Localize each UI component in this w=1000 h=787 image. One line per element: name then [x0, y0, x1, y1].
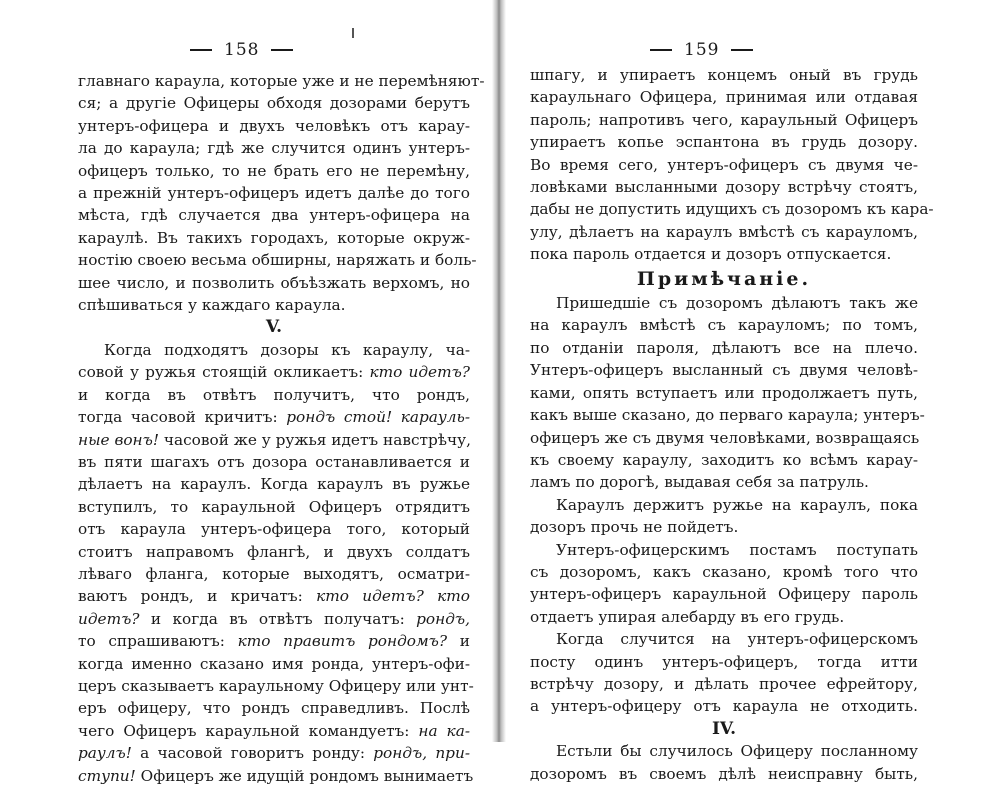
page-number-right — [650, 40, 753, 60]
text-run: совой у ружья стоящій окликаетъ: — [78, 363, 364, 382]
text-line: дабы не допустить идущихъ съ дозоромъ къ кара- — [530, 200, 934, 219]
text-line: отдаетъ упирая алебарду въ его грудь. — [530, 607, 845, 626]
text-line: пока пароль отдается и дозоръ отпускается. — [530, 245, 892, 264]
text-line — [78, 630, 470, 652]
text-line: посту одинъ унтеръ-офицеръ, тогда итти — [530, 652, 918, 671]
text-run: Офицеръ же идущій рондомъ вынимаетъ — [140, 766, 474, 785]
text-line: Караулъ держитъ ружье на караулъ, пока — [556, 495, 918, 514]
text-line: унтеръ-офицеръ караульной Офицеру пароль — [530, 585, 918, 604]
text-line: шее число, и позволить объѣзжать верхомъ, но — [78, 273, 470, 292]
text-run: и когда въ отвѣтъ получатъ: — [150, 609, 405, 628]
text-run: ваютъ рондъ, и кричатъ: — [78, 587, 303, 606]
text-run: то спрашиваютъ: — [78, 632, 225, 651]
folio-dash — [731, 49, 753, 51]
text-line: Когда случится на унтеръ-офицерскомъ — [556, 630, 918, 649]
text-line: Унтеръ-офицеръ высланный съ двумя человѣ- — [530, 361, 918, 380]
text-line — [78, 361, 470, 383]
text-line — [78, 608, 470, 630]
text-line: спѣшиваться у каждаго караула. — [78, 296, 346, 315]
text-line: ламъ по дорогѣ, выдавая себя за патруль. — [530, 473, 869, 492]
italic-run: кто правитъ рондомъ? — [237, 632, 448, 651]
folio-dash — [271, 49, 293, 51]
text-line: по отданіи пароля, дѣлаютъ все на плечо. — [530, 338, 918, 357]
text-line: ностію своею весьма обширны, наряжать и боль- — [78, 251, 477, 270]
text-line: и когда въ отвѣтъ получитъ, что рондъ, — [78, 385, 470, 404]
left-page-text — [78, 70, 485, 787]
italic-run: раулъ! — [78, 744, 132, 763]
text-line — [78, 765, 474, 787]
text-line: шпагу, и упираетъ концемъ оный въ грудь — [530, 66, 918, 84]
italic-run: на ка- — [418, 721, 470, 740]
text-line: еръ офицеру, что рондъ справедливъ. Послѣ — [78, 699, 470, 718]
folio-dash — [650, 49, 672, 51]
text-line: встрѣчу дозору, и дѣлать прочее ефрейтору, — [530, 674, 918, 693]
text-line: въ пяти шагахъ отъ дозора останавливается и — [78, 452, 470, 471]
right-page — [530, 0, 934, 783]
text-run: а часовой говоритъ ронду: — [140, 744, 365, 763]
text-line: церъ сказываетъ караульному Офицеру или унт- — [78, 676, 474, 695]
text-line: съ дозоромъ, какъ сказано, кромѣ того что — [530, 562, 918, 581]
text-line: караулѣ. Въ такихъ городахъ, которые окруж- — [78, 228, 470, 247]
text-line: а унтеръ-офицеру отъ караула не отходить. — [530, 697, 918, 716]
folio-dash — [190, 49, 212, 51]
book-gutter — [492, 0, 506, 742]
text-line: Унтеръ-офицерскимъ постамъ поступать — [556, 540, 918, 559]
text-line: главнаго караула, которые уже и не перемѣняют- — [78, 72, 485, 90]
text-line: Пришедшіе съ дозоромъ дѣлаютъ такъ же — [556, 294, 918, 313]
text-line: на караулъ вмѣстѣ съ карауломъ; по томъ, — [530, 316, 918, 335]
text-run: тогда часовой кричитъ: — [78, 408, 278, 427]
section-number: IV. — [711, 718, 737, 739]
text-line: офицеръ только, то не брать его не перемѣну, — [78, 161, 470, 180]
right-page-text — [530, 64, 934, 785]
text-line: какъ выше сказано, до перваго караула; унтеръ- — [530, 406, 925, 425]
text-line: унтеръ-офицера и двухъ человѣкъ отъ карау- — [78, 116, 470, 135]
page-number-text: 158 — [224, 40, 260, 60]
italic-run: рондъ, при- — [373, 744, 470, 763]
text-line: дѣлаетъ на караулъ. Когда караулъ въ ружье — [78, 475, 470, 494]
section-heading: Примѣчаніе. — [636, 267, 812, 290]
text-line — [78, 429, 470, 451]
text-line: мѣста, гдѣ случается два унтеръ-офицера на — [78, 206, 470, 225]
text-line: караульнаго Офицера, принимая или отдавая — [530, 88, 918, 107]
text-line: дозоръ прочь не пойдетъ. — [530, 518, 739, 537]
text-run: и — [459, 632, 470, 651]
italic-run: идетъ? — [78, 609, 140, 628]
text-line: упираетъ копье эспантона въ грудь дозору. — [530, 133, 918, 152]
italic-run: рондъ стой! карауль- — [286, 408, 470, 427]
italic-run: ступи! — [78, 766, 136, 785]
text-line: къ своему караулу, заходитъ ко всѣмъ карау- — [530, 450, 918, 469]
text-line — [78, 406, 470, 428]
text-line: Естьли бы случилось Офицеру посланному — [556, 742, 918, 761]
text-line: а прежній унтеръ-офицеръ идетъ далѣе до того — [78, 184, 470, 203]
text-line: лѣваго фланга, которые выходятъ, осматри- — [78, 564, 470, 583]
text-line — [78, 720, 470, 742]
text-line: отъ караула унтеръ-офицера того, который — [78, 520, 470, 539]
page-number-left — [190, 40, 293, 60]
text-line: ла до караула; гдѣ же случится одинъ унтеръ- — [78, 139, 470, 158]
text-line: Когда подходятъ дозоры къ караулу, ча- — [104, 340, 470, 359]
text-line: дозоромъ въ своемъ дѣлѣ неисправну быть, — [530, 764, 918, 783]
page-number-text: 159 — [684, 40, 720, 60]
text-line — [78, 585, 470, 607]
text-line: вступилъ, то караульной Офицеръ отрядитъ — [78, 497, 470, 516]
text-line — [78, 742, 470, 764]
text-line: ловѣками высланными дозору встрѣчу стоятъ, — [530, 178, 918, 197]
italic-run: рондъ, — [416, 609, 470, 628]
text-line: ками, опять вступаетъ или продолжаетъ путь, — [530, 383, 918, 402]
text-line: ся; а другіе Офицеры обходя дозорами берутъ — [78, 94, 470, 113]
italic-run: ные вонъ! — [78, 430, 159, 449]
text-line: стоитъ направомъ флангѣ, и двухъ солдатъ — [78, 542, 470, 561]
text-line: когда именно сказано имя ронда, унтеръ-офи- — [78, 654, 470, 673]
text-run: чего Офицеръ караульной командуетъ: — [78, 721, 410, 740]
italic-run: кто идетъ? — [369, 363, 470, 382]
left-page — [78, 0, 485, 785]
text-line: Во время сего, унтеръ-офицеръ съ двумя че- — [530, 155, 918, 174]
section-number: V. — [265, 317, 283, 338]
print-speck — [352, 28, 354, 38]
text-run: часовой же у ружья идетъ навстрѣчу, — [163, 430, 471, 449]
text-line: улу, дѣлаетъ на караулъ вмѣстѣ съ карауломъ, — [530, 222, 918, 241]
text-line: офицеръ же съ двумя человѣками, возвращаясь — [530, 428, 920, 447]
italic-run: кто идетъ? кто — [316, 587, 470, 606]
text-line: пароль; напротивъ чего, караульный Офицеръ — [530, 110, 918, 129]
